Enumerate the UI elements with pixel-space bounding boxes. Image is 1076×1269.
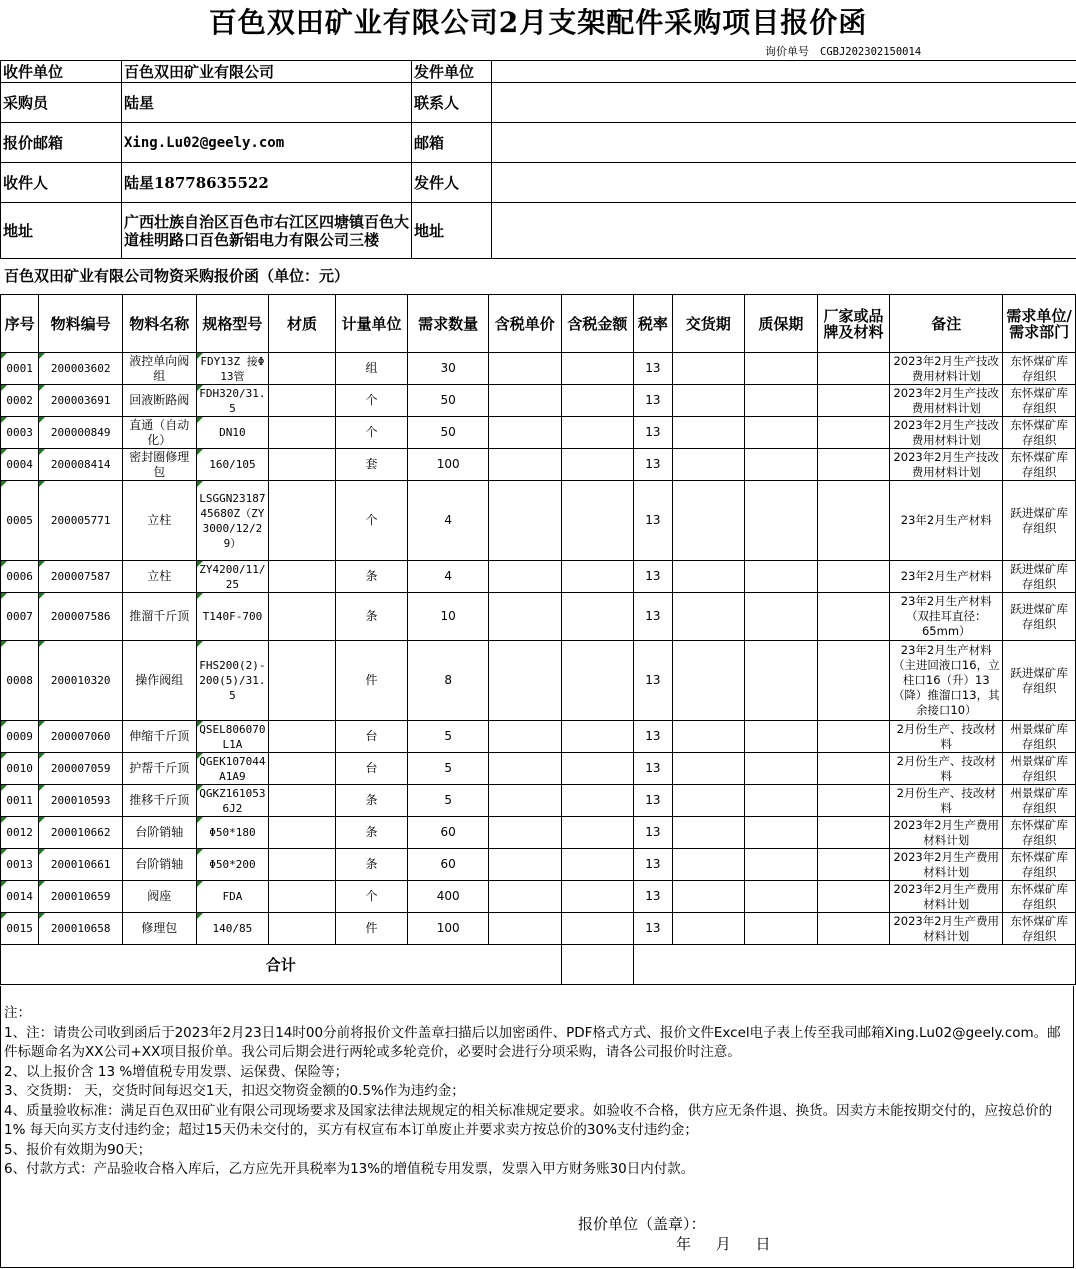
cell-amount[interactable]: [561, 753, 634, 785]
cell-tax: 13: [634, 353, 672, 385]
cell-unit-price[interactable]: [489, 561, 562, 593]
cell-qty: 5: [408, 721, 489, 753]
cell-name: 液控单向阀组: [123, 353, 197, 385]
header-col-no: 序号: [1, 295, 39, 353]
cell-amount[interactable]: [561, 417, 634, 449]
cell-material[interactable]: [269, 353, 336, 385]
cell-qty: 50: [408, 385, 489, 417]
cell-delivery[interactable]: [672, 593, 745, 641]
cell-code: 200010662: [39, 817, 123, 849]
note-line: 5、报价有效期为90天；: [4, 1141, 152, 1158]
cell-unit: 件: [335, 641, 408, 721]
cell-name: 立柱: [123, 561, 197, 593]
cell-spec: FDH320/31.5: [196, 385, 269, 417]
note-line: 4、质量验收标准：满足百色双田矿业有限公司现场要求及国家法律法规规定的相关标准规定要求。如验收不合格，供方应无条件退、换货。因卖方未能按期交付的，应按总价的1% 每天向买方支付违约金；超过15天仍未交付的，买方有权宣布本订单废止并要求卖方按总价的30%支付违约金；: [4, 1102, 1053, 1138]
cell-amount[interactable]: [561, 593, 634, 641]
cell-brand[interactable]: [817, 753, 890, 785]
cell-dept: 跃进煤矿库存组织: [1003, 481, 1076, 561]
table-row: [1, 561, 1076, 593]
cell-spec: FDA: [196, 881, 269, 913]
cell-tax: 13: [634, 817, 672, 849]
cell-warranty[interactable]: [745, 385, 818, 417]
inquiry-value: CGBJ202302150014: [820, 46, 922, 58]
cell-name: 修理包: [123, 913, 197, 945]
cell-dept: 东怀煤矿库存组织: [1003, 353, 1076, 385]
cell-name: 台阶销轴: [123, 817, 197, 849]
cell-spec: FDY13Z 接Φ13管: [196, 353, 269, 385]
address2-label: 地址: [412, 203, 492, 259]
table-row: [1, 481, 1076, 561]
cell-name: 回液断路阀: [123, 385, 197, 417]
cell-code: 200000849: [39, 417, 123, 449]
cell-warranty[interactable]: [745, 449, 818, 481]
cell-name: 护帮千斤顶: [123, 753, 197, 785]
cell-name: 直通（自动化）: [123, 417, 197, 449]
note-line: 2、以上报价含 13 %增值税专用发票、运保费、保险等；: [4, 1063, 349, 1080]
cell-amount[interactable]: [561, 449, 634, 481]
cell-warranty[interactable]: [745, 593, 818, 641]
cell-spec: FHS200(2)-200(5)/31.5: [196, 641, 269, 721]
cell-brand[interactable]: [817, 353, 890, 385]
cell-brand[interactable]: [817, 593, 890, 641]
cell-delivery[interactable]: [672, 353, 745, 385]
cell-brand[interactable]: [817, 385, 890, 417]
cell-qty: 50: [408, 417, 489, 449]
cell-amount[interactable]: [561, 817, 634, 849]
header-col-material: 材质: [269, 295, 336, 353]
cell-warranty[interactable]: [745, 785, 818, 817]
cell-amount[interactable]: [561, 785, 634, 817]
header-col-remark: 备注: [890, 295, 1003, 353]
sender-unit-label: 发件单位: [412, 61, 492, 83]
recipient-label: 收件人: [1, 163, 122, 203]
sender-value[interactable]: [492, 163, 1076, 203]
cell-unit: 个: [335, 481, 408, 561]
cell-delivery[interactable]: [672, 561, 745, 593]
note-line: 注：: [4, 1005, 31, 1021]
cell-spec: LSGGN2318745680Z（ZY3000/12/29）: [196, 481, 269, 561]
cell-dept: 东怀煤矿库存组织: [1003, 849, 1076, 881]
cell-remark: 2023年2月生产费用材料计划: [890, 849, 1003, 881]
cell-material[interactable]: [269, 785, 336, 817]
cell-tax: 13: [634, 849, 672, 881]
cell-code: 200010658: [39, 913, 123, 945]
header-col-brand: 厂家或品牌及材料: [817, 295, 890, 353]
cell-delivery[interactable]: [672, 481, 745, 561]
header-col-tax: 税率: [634, 295, 672, 353]
cell-no: 0003: [1, 417, 39, 449]
cell-amount[interactable]: [561, 881, 634, 913]
cell-delivery[interactable]: [672, 753, 745, 785]
table-row: [1, 593, 1076, 641]
cell-no: 0010: [1, 753, 39, 785]
cell-brand[interactable]: [817, 817, 890, 849]
cell-unit-price[interactable]: [489, 593, 562, 641]
cell-spec: 160/105: [196, 449, 269, 481]
cell-code: 200008414: [39, 449, 123, 481]
cell-unit-price[interactable]: [489, 449, 562, 481]
quote-email-value: Xing.Lu02@geely.com: [122, 123, 412, 163]
table-header-row: [1, 295, 1076, 353]
cell-unit: 组: [335, 353, 408, 385]
cell-no: 0012: [1, 817, 39, 849]
cell-dept: 跃进煤矿库存组织: [1003, 641, 1076, 721]
cell-name: 推移千斤顶: [123, 785, 197, 817]
cell-dept: 跃进煤矿库存组织: [1003, 593, 1076, 641]
cell-warranty[interactable]: [745, 881, 818, 913]
table-row: [1, 913, 1076, 945]
cell-tax: 13: [634, 881, 672, 913]
cell-warranty[interactable]: [745, 641, 818, 721]
cell-dept: 跃进煤矿库存组织: [1003, 561, 1076, 593]
cell-unit: 件: [335, 913, 408, 945]
header-col-warranty: 质保期: [745, 295, 818, 353]
cell-qty: 60: [408, 817, 489, 849]
cell-name: 密封圈修理包: [123, 449, 197, 481]
cell-warranty[interactable]: [745, 721, 818, 753]
cell-code: 200005771: [39, 481, 123, 561]
cell-code: 200010593: [39, 785, 123, 817]
cell-delivery[interactable]: [672, 881, 745, 913]
inquiry-number: [0, 44, 1074, 60]
table-row: [1, 785, 1076, 817]
cell-delivery[interactable]: [672, 913, 745, 945]
cell-code: 200003602: [39, 353, 123, 385]
header-col-name: 物料名称: [123, 295, 197, 353]
header-col-amount: 含税金额: [561, 295, 634, 353]
cell-tax: 13: [634, 417, 672, 449]
table-row: [1, 721, 1076, 753]
cell-qty: 400: [408, 881, 489, 913]
cell-spec: DN10: [196, 417, 269, 449]
cell-warranty[interactable]: [745, 417, 818, 449]
cell-tax: 13: [634, 721, 672, 753]
cell-unit-price[interactable]: [489, 785, 562, 817]
cell-code: 200007586: [39, 593, 123, 641]
cell-delivery[interactable]: [672, 417, 745, 449]
cell-brand[interactable]: [817, 913, 890, 945]
cell-no: 0004: [1, 449, 39, 481]
cell-no: 0006: [1, 561, 39, 593]
cell-spec: QGKZ1610536J2: [196, 785, 269, 817]
cell-code: 200007587: [39, 561, 123, 593]
cell-no: 0005: [1, 481, 39, 561]
cell-dept: 东怀煤矿库存组织: [1003, 449, 1076, 481]
cell-warranty[interactable]: [745, 353, 818, 385]
total-row: [1, 945, 1076, 985]
cell-spec: Φ50*180: [196, 817, 269, 849]
header-col-unit-price: 含税单价: [489, 295, 562, 353]
cell-no: 0013: [1, 849, 39, 881]
cell-unit-price[interactable]: [489, 913, 562, 945]
quotation-subtitle: 百色双田矿业有限公司物资采购报价函（单位：元）: [4, 267, 350, 285]
note-line: 1、注：请贵公司收到函后于2023年2月23日14时00分前将报价文件盖章扫描后以加密函件、PDF格式方式、报价文件Excel电子表上传至我司邮箱Xing.Lu02@geely.com。邮件标题命名为XX公司+XX项目报价单。我公司后期会进行两轮或多轮竞价，必要时会进行分项采购，请各公司报价时注意。: [4, 1024, 1061, 1060]
cell-remark: 2023年2月生产技改费用材料计划: [890, 449, 1003, 481]
cell-spec: QGEK107044A1A9: [196, 753, 269, 785]
table-row: [1, 881, 1076, 913]
cell-unit-price[interactable]: [489, 641, 562, 721]
table-row: [1, 849, 1076, 881]
cell-warranty[interactable]: [745, 753, 818, 785]
cell-unit-price[interactable]: [489, 817, 562, 849]
cell-material[interactable]: [269, 417, 336, 449]
email-label: 邮箱: [412, 123, 492, 163]
cell-unit: 个: [335, 385, 408, 417]
notes-section: [0, 986, 1074, 1268]
cell-dept: 东怀煤矿库存组织: [1003, 881, 1076, 913]
cell-delivery[interactable]: [672, 849, 745, 881]
cell-dept: 州景煤矿库存组织: [1003, 785, 1076, 817]
cell-amount[interactable]: [561, 481, 634, 561]
cell-no: 0011: [1, 785, 39, 817]
cell-tax: 13: [634, 641, 672, 721]
cell-material[interactable]: [269, 753, 336, 785]
inquiry-label: 询价单号: [765, 45, 809, 58]
cell-code: 200010320: [39, 641, 123, 721]
cell-delivery[interactable]: [672, 385, 745, 417]
cell-unit: 条: [335, 785, 408, 817]
cell-dept: 州景煤矿库存组织: [1003, 753, 1076, 785]
cell-unit: 条: [335, 561, 408, 593]
cell-remark: 2023年2月生产技改费用材料计划: [890, 353, 1003, 385]
header-col-dept: 需求单位/需求部门: [1003, 295, 1076, 353]
total-amount[interactable]: [561, 945, 634, 985]
cell-amount[interactable]: [561, 641, 634, 721]
cell-tax: 13: [634, 593, 672, 641]
cell-code: 200007060: [39, 721, 123, 753]
cell-dept: 东怀煤矿库存组织: [1003, 385, 1076, 417]
cell-tax: 13: [634, 561, 672, 593]
cell-unit-price[interactable]: [489, 417, 562, 449]
cell-amount[interactable]: [561, 849, 634, 881]
cell-unit: 条: [335, 849, 408, 881]
recipient-value: 陆星18778635522: [122, 163, 412, 203]
header-info-table: [0, 60, 1076, 259]
cell-unit: 台: [335, 721, 408, 753]
cell-unit: 台: [335, 753, 408, 785]
cell-unit-price[interactable]: [489, 849, 562, 881]
cell-unit: 条: [335, 593, 408, 641]
cell-qty: 60: [408, 849, 489, 881]
cell-name: 伸缩千斤顶: [123, 721, 197, 753]
cell-amount[interactable]: [561, 353, 634, 385]
cell-brand[interactable]: [817, 641, 890, 721]
note-line: 6、付款方式：产品验收合格入库后，乙方应先开具税率为13%的增值税专用发票，发票入甲方财务账30日内付款。: [4, 1161, 695, 1177]
buyer-label: 采购员: [1, 83, 122, 123]
cell-spec: QSEL806070L1A: [196, 721, 269, 753]
contact-value[interactable]: [492, 83, 1076, 123]
cell-material[interactable]: [269, 721, 336, 753]
cell-material[interactable]: [269, 561, 336, 593]
cell-unit-price[interactable]: [489, 721, 562, 753]
cell-remark: 2月份生产、技改材料: [890, 785, 1003, 817]
cell-qty: 5: [408, 785, 489, 817]
cell-code: 200010661: [39, 849, 123, 881]
cell-delivery[interactable]: [672, 785, 745, 817]
header-col-code: 物料编号: [39, 295, 123, 353]
cell-material[interactable]: [269, 913, 336, 945]
cell-remark: 2023年2月生产费用材料计划: [890, 881, 1003, 913]
cell-no: 0002: [1, 385, 39, 417]
cell-qty: 100: [408, 449, 489, 481]
cell-tax: 13: [634, 385, 672, 417]
cell-material[interactable]: [269, 849, 336, 881]
sender-label: 发件人: [412, 163, 492, 203]
cell-tax: 13: [634, 481, 672, 561]
cell-warranty[interactable]: [745, 913, 818, 945]
cell-material[interactable]: [269, 881, 336, 913]
receiver-unit-label: 收件单位: [1, 61, 122, 83]
total-label: 合计: [1, 945, 562, 985]
quote-email-label: 报价邮箱: [1, 123, 122, 163]
cell-qty: 5: [408, 753, 489, 785]
cell-name: 立柱: [123, 481, 197, 561]
cell-brand[interactable]: [817, 417, 890, 449]
cell-tax: 13: [634, 785, 672, 817]
cell-warranty[interactable]: [745, 817, 818, 849]
cell-dept: 东怀煤矿库存组织: [1003, 417, 1076, 449]
cell-name: 操作阀组: [123, 641, 197, 721]
cell-no: 0007: [1, 593, 39, 641]
table-row: [1, 753, 1076, 785]
cell-spec: ZY4200/11/25: [196, 561, 269, 593]
cell-material[interactable]: [269, 481, 336, 561]
address-value: 广西壮族自治区百色市右江区四塘镇百色大道桂明路口百色新铝电力有限公司三楼: [122, 203, 412, 259]
cell-remark: 23年2月生产材料: [890, 561, 1003, 593]
cell-spec: 140/85: [196, 913, 269, 945]
cell-tax: 13: [634, 449, 672, 481]
cell-remark: 2023年2月生产费用材料计划: [890, 913, 1003, 945]
cell-tax: 13: [634, 913, 672, 945]
cell-material[interactable]: [269, 449, 336, 481]
cell-remark: 2023年2月生产技改费用材料计划: [890, 385, 1003, 417]
address-label: 地址: [1, 203, 122, 259]
cell-code: 200003691: [39, 385, 123, 417]
table-row: [1, 817, 1076, 849]
cell-unit: 个: [335, 881, 408, 913]
total-rest: [634, 945, 1076, 985]
cell-unit: 条: [335, 817, 408, 849]
cell-unit-price[interactable]: [489, 353, 562, 385]
cell-name: 推溜千斤顶: [123, 593, 197, 641]
cell-unit-price[interactable]: [489, 385, 562, 417]
cell-delivery[interactable]: [672, 721, 745, 753]
cell-warranty[interactable]: [745, 561, 818, 593]
cell-spec: T140F-700: [196, 593, 269, 641]
table-row: [1, 417, 1076, 449]
cell-delivery[interactable]: [672, 641, 745, 721]
page-title: 百色双田矿业有限公司2月支架配件采购项目报价函: [208, 6, 868, 39]
cell-material[interactable]: [269, 593, 336, 641]
header-col-unit: 计量单位: [335, 295, 408, 353]
cell-remark: 23年2月生产材料（双挂耳直径：65mm）: [890, 593, 1003, 641]
cell-material[interactable]: [269, 641, 336, 721]
date-line: 年 月 日: [676, 1235, 771, 1253]
cell-dept: 州景煤矿库存组织: [1003, 721, 1076, 753]
cell-qty: 100: [408, 913, 489, 945]
cell-tax: 13: [634, 753, 672, 785]
cell-brand[interactable]: [817, 785, 890, 817]
cell-remark: 23年2月生产材料: [890, 481, 1003, 561]
cell-material[interactable]: [269, 817, 336, 849]
address2-value[interactable]: [492, 203, 1076, 259]
cell-dept: 东怀煤矿库存组织: [1003, 913, 1076, 945]
cell-brand[interactable]: [817, 721, 890, 753]
email-value[interactable]: [492, 123, 1076, 163]
table-row: [1, 641, 1076, 721]
cell-remark: 2月份生产、技改材料: [890, 753, 1003, 785]
cell-unit: 个: [335, 417, 408, 449]
cell-qty: 10: [408, 593, 489, 641]
table-row: [1, 353, 1076, 385]
cell-brand[interactable]: [817, 449, 890, 481]
cell-unit-price[interactable]: [489, 881, 562, 913]
table-row: [1, 385, 1076, 417]
cell-qty: 4: [408, 561, 489, 593]
cell-amount[interactable]: [561, 721, 634, 753]
cell-brand[interactable]: [817, 881, 890, 913]
cell-qty: 30: [408, 353, 489, 385]
buyer-value: 陆星: [122, 83, 412, 123]
cell-unit-price[interactable]: [489, 753, 562, 785]
cell-amount[interactable]: [561, 385, 634, 417]
cell-brand[interactable]: [817, 849, 890, 881]
quotation-table: [0, 294, 1076, 985]
cell-dept: 东怀煤矿库存组织: [1003, 817, 1076, 849]
cell-amount[interactable]: [561, 913, 634, 945]
cell-no: 0015: [1, 913, 39, 945]
cell-unit: 套: [335, 449, 408, 481]
cell-spec: Φ50*200: [196, 849, 269, 881]
cell-remark: 2023年2月生产费用材料计划: [890, 817, 1003, 849]
cell-no: 0008: [1, 641, 39, 721]
signature-line: 报价单位（盖章）：: [578, 1215, 706, 1233]
cell-amount[interactable]: [561, 561, 634, 593]
note-line: 3、交货期： 天，交货时间每迟交1天，扣迟交物资金额的0.5%作为违约金；: [4, 1083, 465, 1099]
cell-brand[interactable]: [817, 481, 890, 561]
cell-remark: 23年2月生产材料（主进回液口16，立柱口16（升）13（降）推溜口13，其余接口10）: [890, 641, 1003, 721]
header-col-qty: 需求数量: [408, 295, 489, 353]
sender-unit-value[interactable]: [492, 61, 1076, 83]
cell-warranty[interactable]: [745, 849, 818, 881]
cell-name: 阀座: [123, 881, 197, 913]
cell-delivery[interactable]: [672, 449, 745, 481]
cell-code: 200010659: [39, 881, 123, 913]
cell-name: 台阶销轴: [123, 849, 197, 881]
receiver-unit-value: 百色双田矿业有限公司: [122, 61, 412, 83]
cell-qty: 4: [408, 481, 489, 561]
cell-brand[interactable]: [817, 561, 890, 593]
cell-no: 0001: [1, 353, 39, 385]
cell-no: 0014: [1, 881, 39, 913]
cell-no: 0009: [1, 721, 39, 753]
header-col-spec: 规格型号: [196, 295, 269, 353]
cell-unit-price[interactable]: [489, 481, 562, 561]
cell-code: 200007059: [39, 753, 123, 785]
header-col-delivery: 交货期: [672, 295, 745, 353]
cell-material[interactable]: [269, 385, 336, 417]
cell-remark: 2月份生产、技改材料: [890, 721, 1003, 753]
cell-delivery[interactable]: [672, 817, 745, 849]
cell-warranty[interactable]: [745, 481, 818, 561]
table-row: [1, 449, 1076, 481]
cell-qty: 8: [408, 641, 489, 721]
contact-label: 联系人: [412, 83, 492, 123]
cell-remark: 2023年2月生产技改费用材料计划: [890, 417, 1003, 449]
